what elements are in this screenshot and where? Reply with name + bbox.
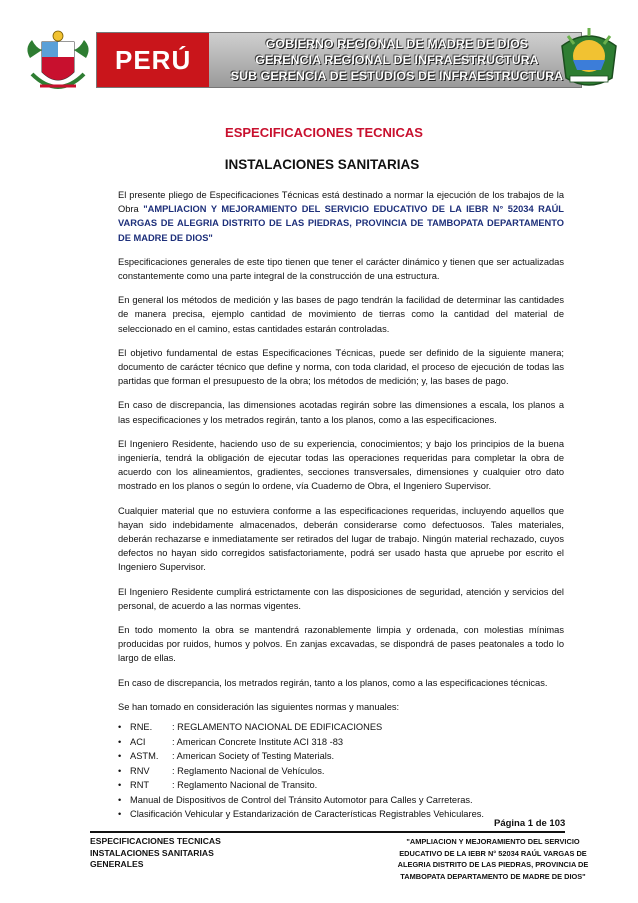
footer-right-line: "AMPLIACION Y MEJORAMIENTO DEL SERVICIO xyxy=(406,837,580,846)
project-name: "AMPLIACION Y MEJORAMIENTO DEL SERVICIO EDUCATIVO DE LA IEBR N° 52034 RAÚL VARGAS DE ALEGRIA DISTRITO DE LAS PIEDRAS, PROVINCIA DE TAMBOPATA DEPARTAMENTO DE MADRE DE DIOS" xyxy=(118,204,564,243)
paragraph: En caso de discrepancia, las dimensiones acotadas regirán sobre las dimensiones a escala, los planos a las especificaciones y los metrados regirán, tanto a los planos, como a las especificaciones. xyxy=(118,400,564,425)
norm-text: Clasificación Vehicular y Estandarización de Características Registrables Vehiculares. xyxy=(130,809,484,820)
footer-right-line: ALEGRIA DISTRITO DE LAS PIEDRAS, PROVINCIA DE xyxy=(397,860,589,869)
header-banner xyxy=(22,22,622,102)
page-number: Página 1 de 103 xyxy=(494,818,566,829)
footer-left-line: GENERALES xyxy=(90,859,144,869)
bullet-icon: • xyxy=(118,780,122,791)
banner-text xyxy=(217,36,577,84)
list-item xyxy=(118,778,564,793)
paragraph: Especificaciones generales de este tipo tienen que tener el carácter dinámico y tienen que ser actualizadas constantemente como una parte integral de la construcción de una estructura. xyxy=(118,256,564,282)
norm-text: : American Society of Testing Materials. xyxy=(172,751,335,762)
list-item xyxy=(118,735,564,750)
footer-right-line: EDUCATIVO DE LA IEBR N° 52034 RAÚL VARGAS DE xyxy=(399,848,587,858)
norm-text: Manual de Dispositivos de Control del Tránsito Automotor para Calles y Carreteras. xyxy=(130,794,473,805)
list-item xyxy=(118,749,564,764)
intro-paragraph xyxy=(118,188,564,245)
bullet-icon: • xyxy=(118,751,122,762)
list-item xyxy=(118,764,564,779)
paragraph: El Ingeniero Residente cumplirá estrictamente con las disposiciones de seguridad, atención y servicios del personal, de acuerdo a las normas vigentes. xyxy=(118,586,564,611)
norm-code: RNT xyxy=(130,780,150,791)
footer-left-line: ESPECIFICACIONES TECNICAS xyxy=(90,836,221,846)
paragraph: El objetivo fundamental de estas Especificaciones Técnicas, puede ser definido de la siguiente manera; documento de carácter técnico que define y norma, con toda claridad, el proceso de ejecución de todas las partidas que forman el presupuesto de la obra; los métodos de medición; y, las bases de pago. xyxy=(118,347,564,387)
footer-left-line: INSTALACIONES SANITARIAS xyxy=(90,847,214,858)
bullet-icon: • xyxy=(118,794,122,805)
peru-flag-block xyxy=(97,33,209,87)
norm-code: ASTM. xyxy=(130,751,159,762)
banner-line-government: GOBIERNO REGIONAL DE MADRE DE DIOS xyxy=(265,37,529,51)
list-item xyxy=(118,793,564,808)
paragraph: Cualquier material que no estuviera conforme a las especificaciones requeridas, incluyendo aquellos que hayan sido indebidamente almacenados, deberán considerarse como defectuosos. Tales materiales, deberán rechazarse e inmediatamente ser retirados del lugar de trabajo. Ningún material rechazado, cuyos defectos no hayan sido corregidos satisfactoriamente, podrá ser usado hasta que apruebe por escrito el Ingeniero Supervisor. xyxy=(118,505,564,573)
page-subtitle: INSTALACIONES SANITARIAS xyxy=(224,157,420,172)
norm-code: RNV xyxy=(130,765,150,776)
paragraph: En todo momento la obra se mantendrá razonablemente limpia y ordenada, con molestias mínimas producidas por ruidos, humos y polvos. En zanjas excavadas, se dispondrá de pases peatonales a todo lo largo de ellas. xyxy=(118,625,564,664)
country-name: PERÚ xyxy=(115,45,192,75)
norm-code: ACI xyxy=(130,736,146,747)
footer-left xyxy=(90,836,221,871)
bullet-icon: • xyxy=(118,722,122,733)
paragraph: En general los métodos de medición y las bases de pago tendrán la facilidad de determinar las cantidades de manera precisa, ejemplo cantidad de movimiento de tierras como la cantidad del material de seleccionado en el camino, estas cantidades estarán controladas. xyxy=(118,295,564,334)
intro-lead: El presente pliego de Especificaciones Técnicas está destinado a normar la ejecución de los trabajos de la Obra xyxy=(118,190,564,215)
page-title: ESPECIFICACIONES TECNICAS xyxy=(225,125,423,140)
footer-right-line: TAMBOPATA DEPARTAMENTO DE MADRE DE DIOS" xyxy=(400,871,586,881)
government-banner xyxy=(96,32,582,88)
bullet-icon: • xyxy=(118,809,122,820)
bullet-icon: • xyxy=(118,736,122,747)
norm-text: : Reglamento Nacional de Vehículos. xyxy=(172,765,325,776)
coat-of-arms-icon xyxy=(22,28,94,100)
norm-text: : REGLAMENTO NACIONAL DE EDIFICACIONES xyxy=(172,722,383,733)
footer-right xyxy=(388,836,598,882)
paragraph: Se han tomado en consideración las siguientes normas y manuales: xyxy=(118,701,400,712)
paragraph: En caso de discrepancia, los metrados regirán, tanto a los planos, como a las especificaciones técnicas. xyxy=(118,677,548,688)
footer-divider xyxy=(90,831,565,833)
bullet-icon: • xyxy=(118,765,122,776)
paragraph: El Ingeniero Residente, haciendo uso de su experiencia, conocimientos; y bajo los principios de la buena ingeniería, tendrá la obligación de ejecutar todas las operaciones requeridas para completar la obra de acuerdo con los alineamientos, gradientes, secciones transversales, dimensiones y cualquier otro dato mostrado en los planos o según lo ordene, vía Cuaderno de Obra, el Ingeniero Supervisor. xyxy=(118,438,564,492)
regional-emblem-icon xyxy=(556,26,622,92)
document-body xyxy=(118,188,564,822)
banner-line-subdivision: SUB GERENCIA DE ESTUDIOS DE INFRAESTRUCTURA xyxy=(230,69,564,83)
norms-list xyxy=(118,720,564,822)
norm-text: : Reglamento Nacional de Transito. xyxy=(172,780,318,791)
norm-code: RNE. xyxy=(130,722,153,733)
list-item xyxy=(118,720,564,735)
banner-line-management: GERENCIA REGIONAL DE INFRAESTRUCTURA xyxy=(255,53,539,67)
norm-text: : American Concrete Institute ACI 318 -83 xyxy=(172,736,344,747)
